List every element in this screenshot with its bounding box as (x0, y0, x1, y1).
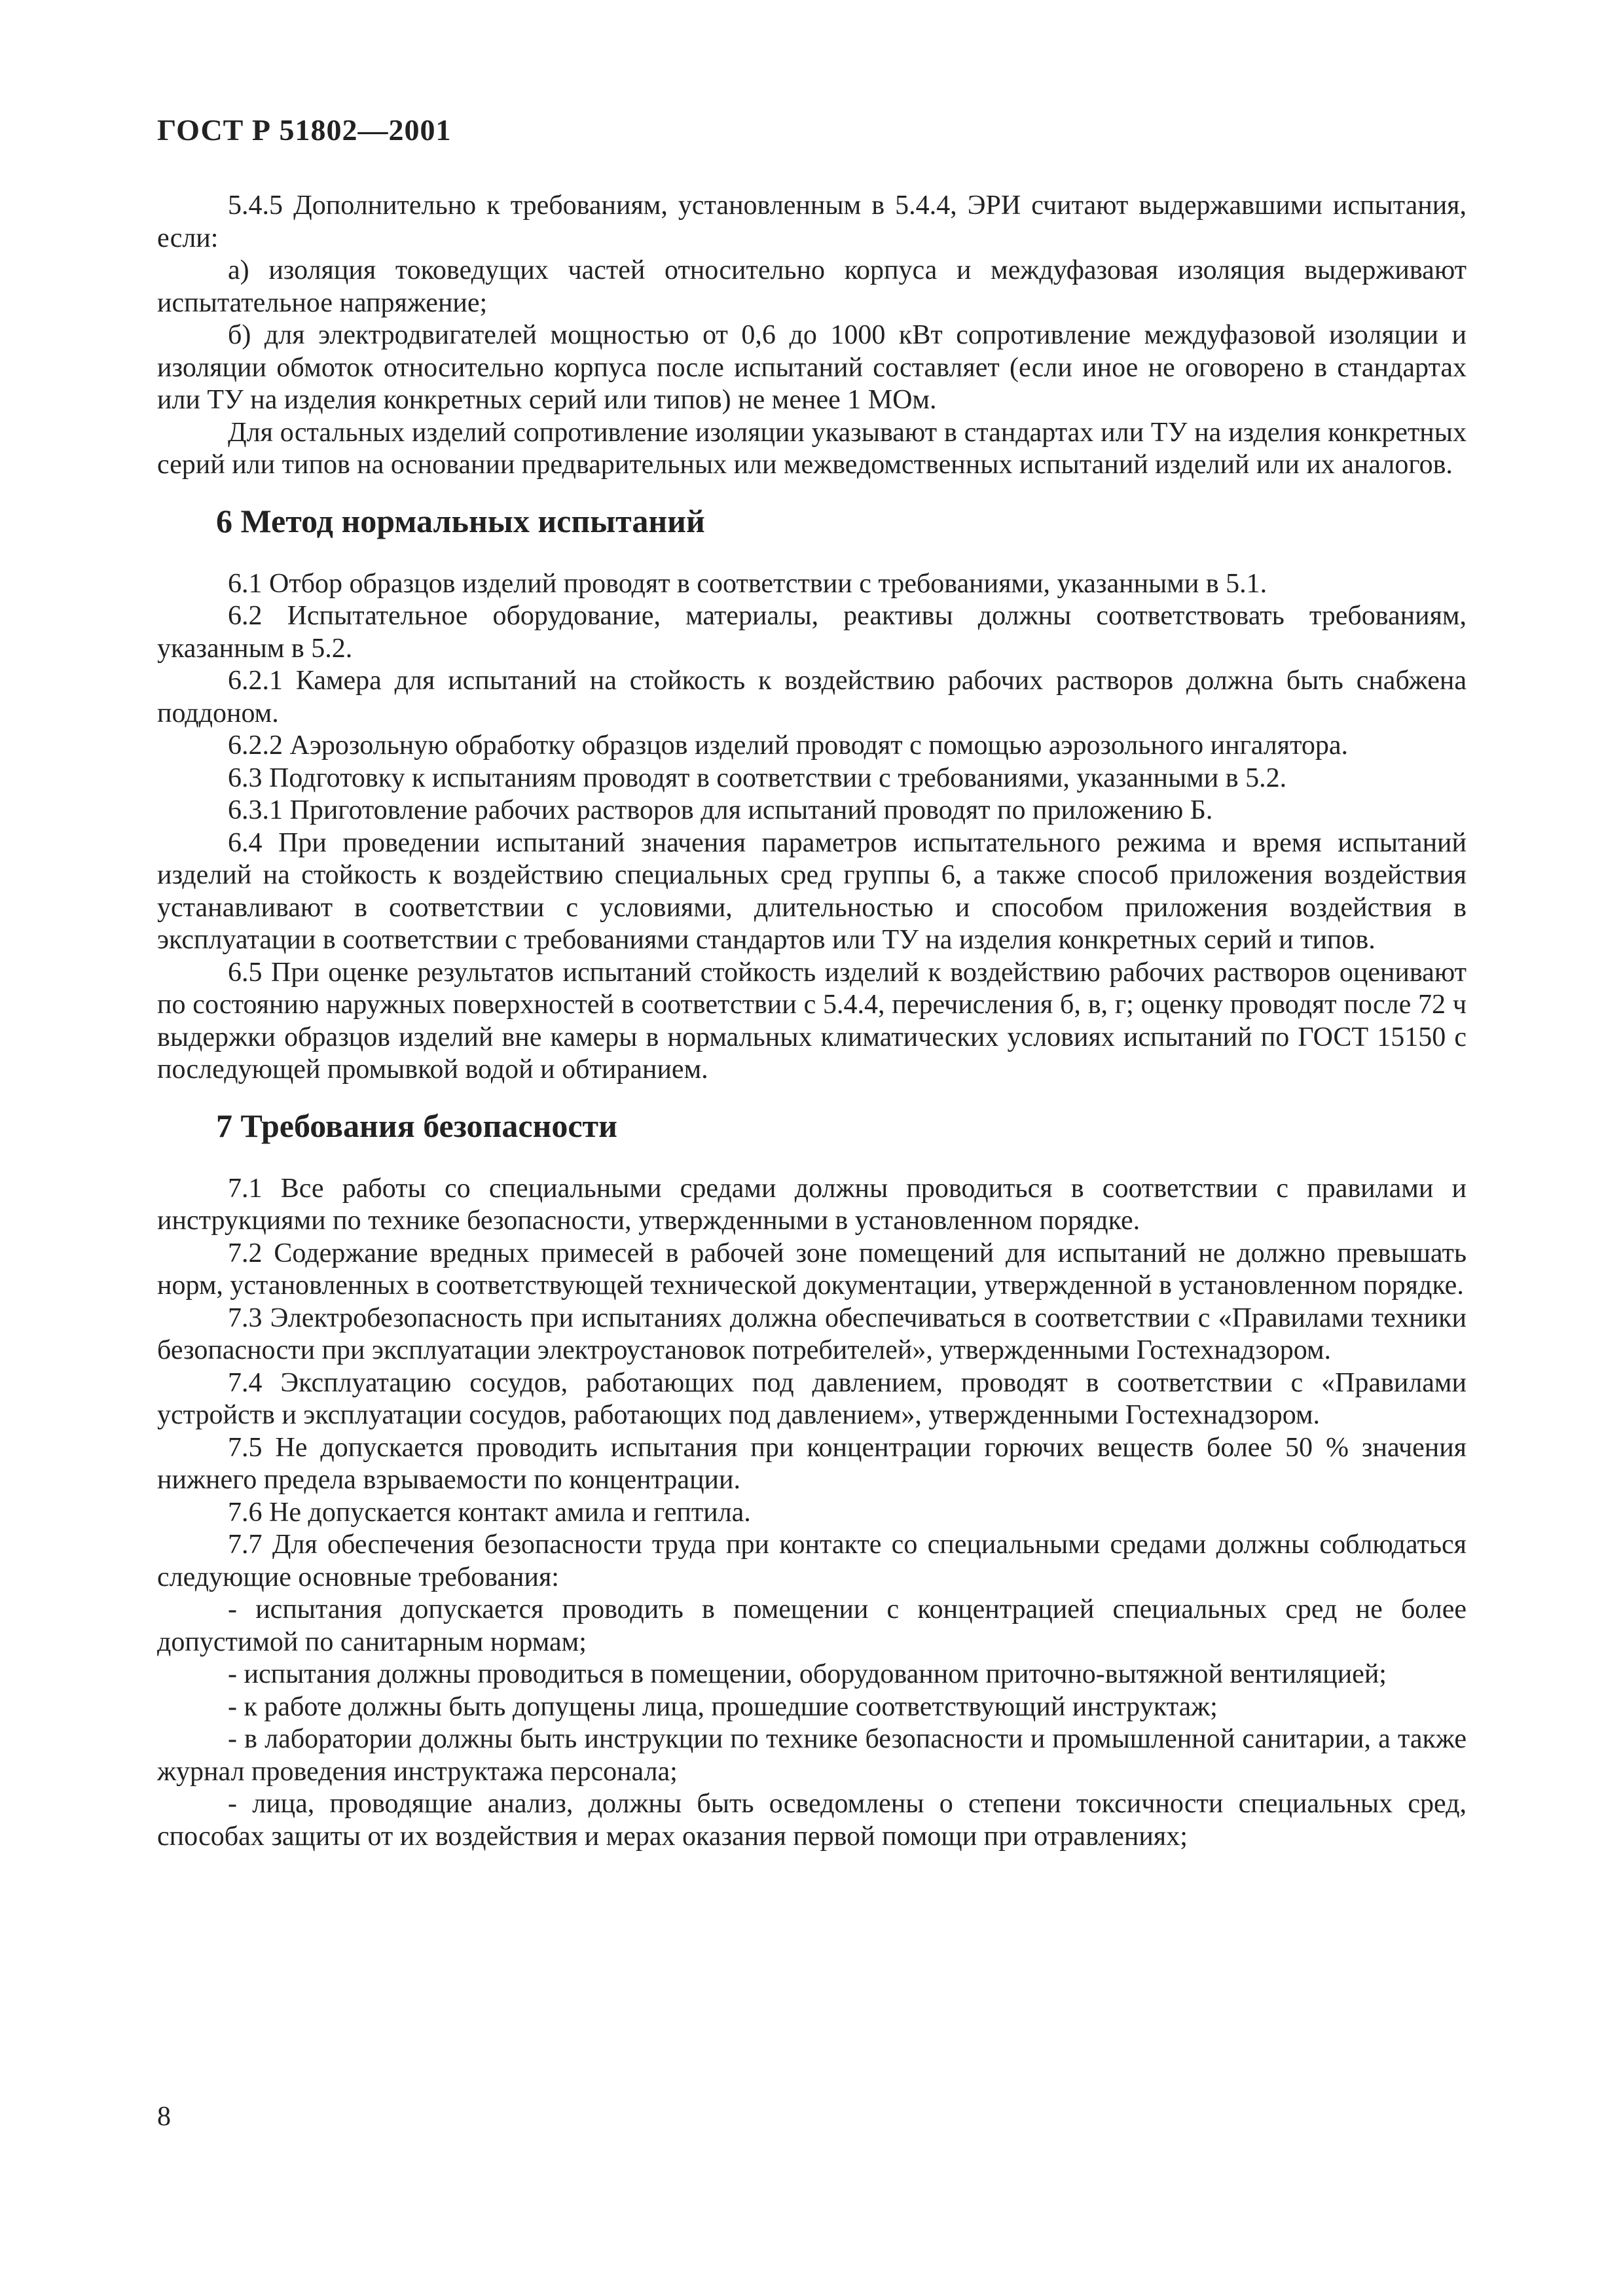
paragraph: 6.3 Подготовку к испытаниям проводят в соответствии с требованиями, указанными в 5.2. (228, 762, 1287, 793)
page-number: 8 (157, 2102, 171, 2132)
paragraph: 7.1 Все работы со специальными средами должны проводиться в соответствии с правилами и инструкциями по технике безопасности, утвержденными в установленном порядке. (157, 1173, 1467, 1236)
paragraph: 5.4.5 Дополнительно к требованиям, установленным в 5.4.4, ЭРИ считают выдержавшими испытания, если: (157, 190, 1467, 253)
list-item: - лица, проводящие анализ, должны быть осведомлены о степени токсичности специальных сред, способах защиты от их воздействия и мерах оказания первой помощи при отравлениях; (157, 1789, 1467, 1852)
section-heading-6: 6 Метод нормальных испытаний (216, 502, 705, 539)
paragraph: 6.2.1 Камера для испытаний на стойкость к воздействию рабочих растворов должна быть снабжена поддоном. (157, 666, 1467, 728)
paragraph: 6.5 При оценке результатов испытаний стойкость изделий к воздействию рабочих растворов оценивают по состоянию наружных поверхностей в соответствии с 5.4.4, перечисления б, в, г; оценку проводят после 72 ч выдержки образцов изделий вне камеры в нормальных климатических условиях испытаний по ГОСТ 15150 с последующей промывкой водой и обтиранием. (157, 957, 1467, 1085)
paragraph: 7.5 Не допускается проводить испытания при концентрации горючих веществ более 50 % значения нижнего предела взрываемости по концентрации. (157, 1432, 1467, 1495)
list-item: - испытания допускается проводить в помещении с концентрацией специальных сред не более допустимой по санитарным нормам; (157, 1594, 1467, 1657)
document-body (157, 190, 1467, 1853)
paragraph: 7.6 Не допускается контакт амила и гептила. (228, 1497, 751, 1528)
list-item: - к работе должны быть допущены лица, прошедшие соответствующий инструктаж; (228, 1691, 1218, 1722)
paragraph: б) для электродвигателей мощностью от 0,6 до 1000 кВт сопротивление междуфазовой изоляции и изоляции обмоток относительно корпуса после испытаний составляет (если иное не оговорено в стандартах или ТУ на изделия конкретных серий или типов) не менее 1 МОм. (157, 320, 1467, 415)
paragraph: Для остальных изделий сопротивление изоляции указывают в стандартах или ТУ на изделия конкретных серий или типов на основании предварительных или межведомственных испытаний изделий или их аналогов. (157, 417, 1467, 480)
paragraph: а) изоляция токоведущих частей относительно корпуса и междуфазовая изоляция выдерживают испытательное напряжение; (157, 255, 1467, 318)
list-item: - в лаборатории должны быть инструкции по технике безопасности и промышленной санитарии, а также журнал проведения инструктажа персонала; (157, 1724, 1467, 1787)
paragraph: 6.2 Испытательное оборудование, материалы, реактивы должны соответствовать требованиям, указанным в 5.2. (157, 601, 1467, 664)
paragraph: 7.2 Содержание вредных примесей в рабочей зоне помещений для испытаний не должно превышать норм, установленных в соответствующей технической документации, утвержденной в установленном порядке. (157, 1238, 1467, 1300)
paragraph: 6.1 Отбор образцов изделий проводят в соответствии с требованиями, указанными в 5.1. (228, 568, 1267, 599)
paragraph: 7.7 Для обеспечения безопасности труда при контакте со специальными средами должны соблюдаться следующие основные требования: (157, 1530, 1467, 1592)
list-item: - испытания должны проводиться в помещении, оборудованном приточно-вытяжной вентиляцией; (228, 1659, 1387, 1689)
paragraph: 7.4 Эксплуатацию сосудов, работающих под давлением, проводят в соответствии с «Правилами устройств и эксплуатации сосудов, работающих под давлением», утвержденными Гостехнадзором. (157, 1367, 1467, 1430)
paragraph: 6.2.2 Аэрозольную обработку образцов изделий проводят с помощью аэрозольного ингалятора. (228, 730, 1349, 761)
document-header: ГОСТ Р 51802—2001 (157, 113, 452, 147)
paragraph: 6.3.1 Приготовление рабочих растворов для испытаний проводят по приложению Б. (228, 795, 1213, 825)
paragraph: 6.4 При проведении испытаний значения параметров испытательного режима и время испытаний изделий на стойкость к воздействию специальных сред группы 6, а также способ приложения воздействия устанавливают в соответствии с условиями, длительностью и способом приложения воздействия в эксплуатации в соответствии с требованиями стандартов или ТУ на изделия конкретных серий и типов. (157, 827, 1467, 955)
paragraph: 7.3 Электробезопасность при испытаниях должна обеспечиваться в соответствии с «Правилами техники безопасности при эксплуатации электроустановок потребителей», утвержденными Гостехнадзором. (157, 1302, 1467, 1365)
section-heading-7: 7 Требования безопасности (216, 1107, 617, 1144)
